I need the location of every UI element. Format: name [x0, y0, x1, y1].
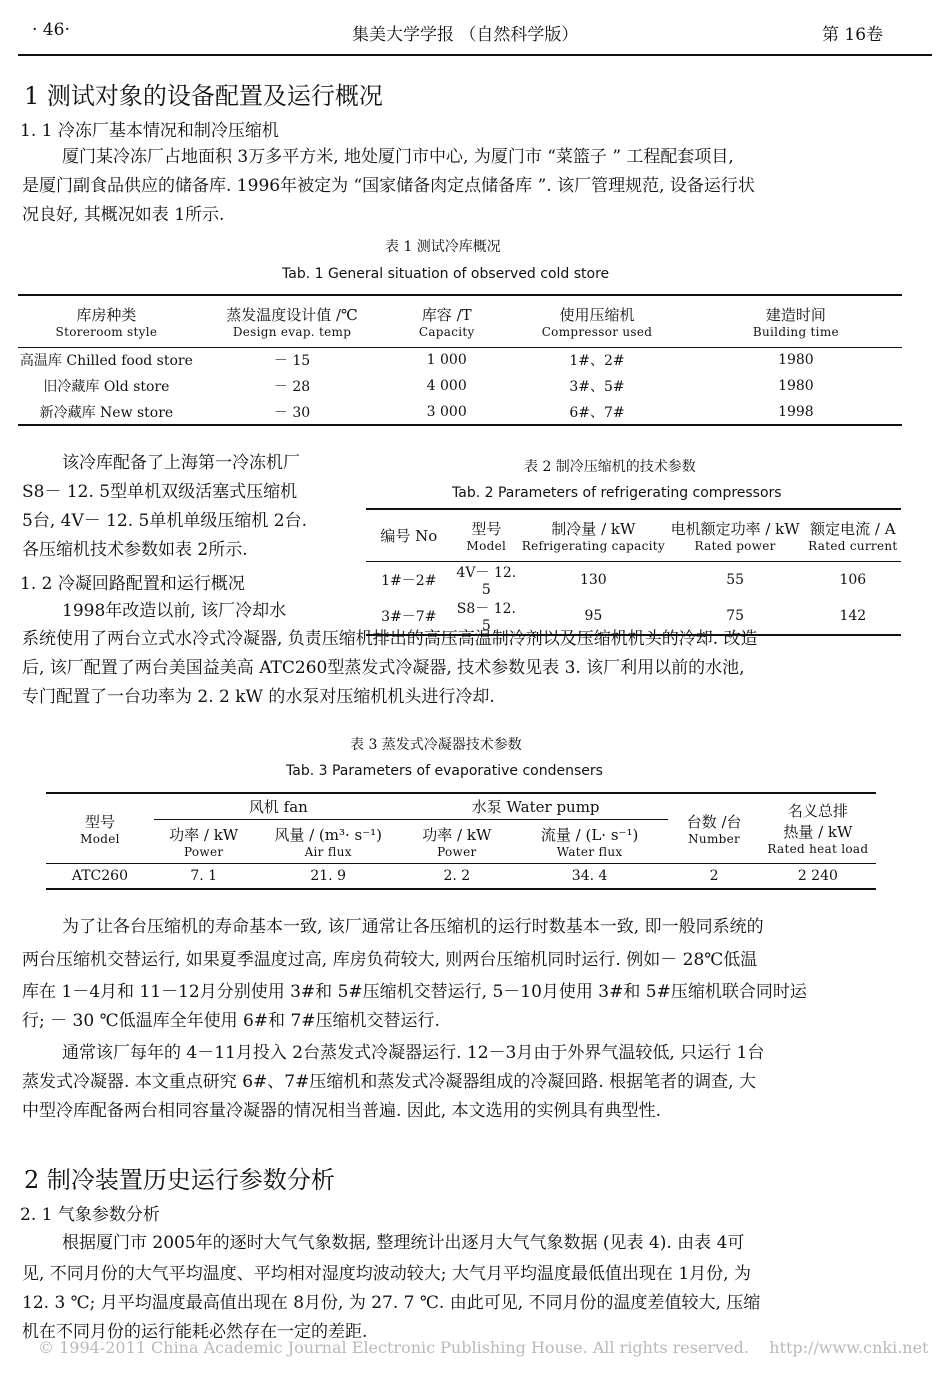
- table1-caption-en: Tab. 1 General situation of observed cold store: [282, 266, 610, 282]
- table1-header-en: Design evap. temp: [232, 324, 352, 339]
- table3-header-row-1: [46, 793, 876, 819]
- para3-line3: 后, 该厂配置了两台美国益美高 ATC260型蒸发式冷凝器, 技术参数见表 3. 该厂利用以前的水池,: [22, 658, 745, 678]
- table3-fan-power-en: Power: [183, 844, 224, 859]
- volume-label: 第 16卷: [822, 25, 884, 45]
- table-cell: － 28: [273, 379, 311, 395]
- journal-title: 集美大学学报 （自然科学版）: [352, 25, 579, 45]
- table-cell: 高温库 Chilled food store: [19, 353, 193, 370]
- para1-line2: 是厦门副食品供应的储备库. 1996年被定为 “国家储备肉定点储备库 ”. 该厂管理规范, 设备运行状: [22, 176, 755, 196]
- table2-header-zh: 制冷量 / kW: [551, 519, 636, 538]
- table3-pump-flux-en: Water flux: [556, 844, 623, 859]
- table-row: [46, 863, 876, 889]
- table-cell: 1980: [778, 352, 814, 369]
- table3-heat-zh1: 名义总排: [787, 802, 848, 821]
- para1-line1: 厦门某冷冻厂占地面积 3万多平方米, 地处厦门市中心, 为厦门市 “菜篮子 ” 工程配套项目,: [62, 147, 734, 167]
- table3-model-zh: 型号: [84, 812, 115, 831]
- table3-number-en: Number: [688, 831, 741, 846]
- table1-header-zh: 使用压缩机: [559, 305, 635, 324]
- table3-number-zh: 台数 /台: [686, 812, 742, 831]
- section-1-title: 1 测试对象的设备配置及运行概况: [24, 82, 383, 110]
- table-cell: 1#、2#: [569, 353, 625, 370]
- table1-header-zh: 蒸发温度设计值 /℃: [226, 305, 358, 324]
- table-cell: － 15: [273, 353, 311, 370]
- table1-header-en: Building time: [752, 324, 839, 339]
- table3-fan-power-zh: 功率 / kW: [169, 825, 239, 844]
- table3-heat-en: Rated heat load: [767, 842, 869, 857]
- table3-fan-group: 风机 fan: [154, 793, 403, 819]
- table-cell: 3#、5#: [569, 379, 625, 395]
- para6-line4: 机在不同月份的运行能耗必然存在一定的差距.: [22, 1322, 368, 1342]
- table3: [46, 792, 876, 890]
- table-cell: 106: [839, 571, 867, 588]
- table-cell: 130: [579, 571, 607, 588]
- table-cell: 3#－7#: [381, 608, 437, 625]
- table3-model-en: Model: [80, 831, 120, 846]
- para2-line4: 各压缩机技术参数如表 2所示.: [22, 540, 248, 560]
- table3-fan-flux-en: Air flux: [304, 844, 352, 859]
- table-cell: 34. 4: [571, 867, 608, 884]
- table1-header-zh: 建造时间: [765, 305, 826, 324]
- table1: [18, 294, 902, 426]
- table-cell: 2 240: [797, 867, 838, 884]
- table1-header-en: Storeroom style: [55, 324, 158, 339]
- table1-caption-zh: 表 1 测试冷库概况: [385, 239, 501, 255]
- copyright-watermark: © 1994-2011 China Academic Journal Electronic Publishing House. All rights reserved. http://www.cnki.net: [38, 1338, 929, 1357]
- table3-caption-en: Tab. 3 Parameters of evaporative condensers: [286, 763, 603, 779]
- subsection-2-1-title: 2. 1 气象参数分析: [20, 1205, 160, 1225]
- para4-line3: 库在 1－4月和 11－12月分别使用 3#和 5#压缩机交替运行, 5－10月使用 3#和 5#压缩机联合同时运: [22, 982, 807, 1002]
- table2-header-zh: 额定电流 / A: [810, 519, 896, 538]
- table2-header-en: Model: [466, 538, 507, 553]
- table-cell: 1#－2#: [381, 572, 437, 589]
- table2: [366, 508, 901, 636]
- para2-line3: 5台, 4V－ 12. 5单机单级压缩机 2台.: [22, 511, 307, 531]
- table3-fan-flux-zh: 风量 / (m³· s⁻¹): [274, 825, 383, 844]
- table-cell: ATC260: [71, 867, 128, 884]
- table1-header-en: Capacity: [418, 324, 475, 339]
- para3-first-line: 1998年改造以前, 该厂冷却水: [62, 601, 287, 621]
- table1-header-row: [18, 295, 902, 347]
- table-cell: S8－ 12. 5: [456, 600, 516, 634]
- table2-caption-en: Tab. 2 Parameters of refrigerating compressors: [452, 485, 782, 501]
- table3-pump-group: 水泵 Water pump: [403, 793, 669, 819]
- para5-line2: 蒸发式冷凝器. 本文重点研究 6#、7#压缩机和蒸发式冷凝器组成的冷凝回路. 根据笔者的调查, 大: [22, 1072, 756, 1092]
- table3-pump-power-en: Power: [437, 844, 477, 859]
- table-cell: 2: [709, 867, 719, 884]
- table3-pump-power-zh: 功率 / kW: [422, 825, 492, 844]
- table1-header-zh: 库容 /T: [421, 305, 472, 324]
- subsection-1-2-title: 1. 2 冷凝回路配置和运行概况: [20, 574, 245, 594]
- table-cell: － 30: [273, 404, 311, 421]
- table2-header-zh: 编号 No: [380, 526, 438, 545]
- para3-line2: 系统使用了两台立式水冷式冷凝器, 负责压缩机排出的高压高温制冷剂以及压缩机机头的冷却. 改造: [22, 629, 758, 649]
- para6-line2: 见, 不同月份的大气平均温度、平均相对湿度均波动较大; 大气月平均温度最低值出现在 1月份, 为: [22, 1264, 751, 1284]
- table1-header-zh: 库房种类: [76, 305, 137, 324]
- table3-pump-flux-zh: 流量 / (L· s⁻¹): [540, 825, 639, 844]
- table-cell: 142: [839, 607, 867, 624]
- header-rule: [18, 54, 932, 56]
- table-cell: 4 000: [426, 378, 467, 394]
- table3-caption-zh: 表 3 蒸发式冷凝器技术参数: [350, 737, 522, 753]
- para5-line3: 中型冷库配备两台相同容量冷凝器的情况相当普遍. 因此, 本文选用的实例具有典型性.: [22, 1101, 662, 1121]
- para4-line1: 为了让各台压缩机的寿命基本一致, 该厂通常让各压缩机的运行时数基本一致, 即一般同系统的: [62, 917, 764, 937]
- table-cell: 21. 9: [310, 867, 346, 884]
- table-cell: 1 000: [426, 352, 467, 369]
- para2-line1: 该冷库配备了上海第一冷冻机厂: [62, 453, 300, 473]
- section-2-title: 2 制冷装置历史运行参数分析: [24, 1166, 335, 1194]
- table-cell: 75: [726, 607, 745, 624]
- table-cell: 95: [584, 607, 603, 624]
- table-cell: 6#、7#: [569, 404, 625, 421]
- table-cell: 2. 2: [443, 867, 471, 884]
- page-number: · 46·: [32, 20, 70, 40]
- table2-header-en: Rated power: [694, 538, 776, 553]
- table-cell: 55: [726, 571, 745, 588]
- para5-line1: 通常该厂每年的 4－11月投入 2台蒸发式冷凝器运行. 12－3月由于外界气温较低, 只运行 1台: [62, 1043, 765, 1063]
- para6-line3: 12. 3 ℃; 月平均温度最高值出现在 8月份, 为 27. 7 ℃. 由此可见, 不同月份的温度差值较大, 压缩: [22, 1293, 761, 1313]
- table-row: [18, 399, 902, 425]
- table1-header-en: Compressor used: [541, 324, 653, 339]
- table-cell: 3 000: [426, 403, 467, 420]
- table-cell: 新冷藏库 New store: [39, 404, 174, 421]
- table2-caption-zh: 表 2 制冷压缩机的技术参数: [524, 459, 696, 475]
- table2-header-en: Rated current: [808, 538, 898, 553]
- para2-line2: S8－ 12. 5型单机双级活塞式压缩机: [22, 482, 298, 502]
- table2-header-zh: 型号: [471, 519, 502, 538]
- table2-header-en: Refrigerating capacity: [521, 538, 665, 553]
- table-row: [18, 373, 902, 399]
- table-cell: 1998: [778, 403, 814, 420]
- subsection-1-1-title: 1. 1 冷冻厂基本情况和制冷压缩机: [20, 121, 279, 141]
- para3-line4: 专门配置了一台功率为 2. 2 kW 的水泵对压缩机机头进行冷却.: [22, 687, 495, 707]
- table-row: [18, 347, 902, 373]
- table2-header-row: [366, 509, 901, 561]
- para4-line2: 两台压缩机交替运行, 如果夏季温度过高, 库房负荷较大, 则两台压缩机同时运行. 例如－ 28℃低温: [22, 950, 758, 970]
- table-row: [366, 561, 901, 598]
- para1-line3: 况良好, 其概况如表 1所示.: [22, 205, 225, 225]
- para4-line4: 行; － 30 ℃低温库全年使用 6#和 7#压缩机交替运行.: [22, 1011, 440, 1031]
- table-cell: 1980: [778, 378, 814, 394]
- table2-header-zh: 电机额定功率 / kW: [670, 519, 800, 538]
- table3-heat-zh2: 热量 / kW: [783, 823, 853, 842]
- para6-line1: 根据厦门市 2005年的逐时大气气象数据, 整理统计出逐月大气气象数据 (见表 4). 由表 4可: [62, 1233, 745, 1253]
- table-cell: 7. 1: [190, 867, 218, 884]
- table-cell: 旧冷藏库 Old store: [43, 379, 170, 395]
- table-cell: 4V－ 12. 5: [456, 564, 517, 598]
